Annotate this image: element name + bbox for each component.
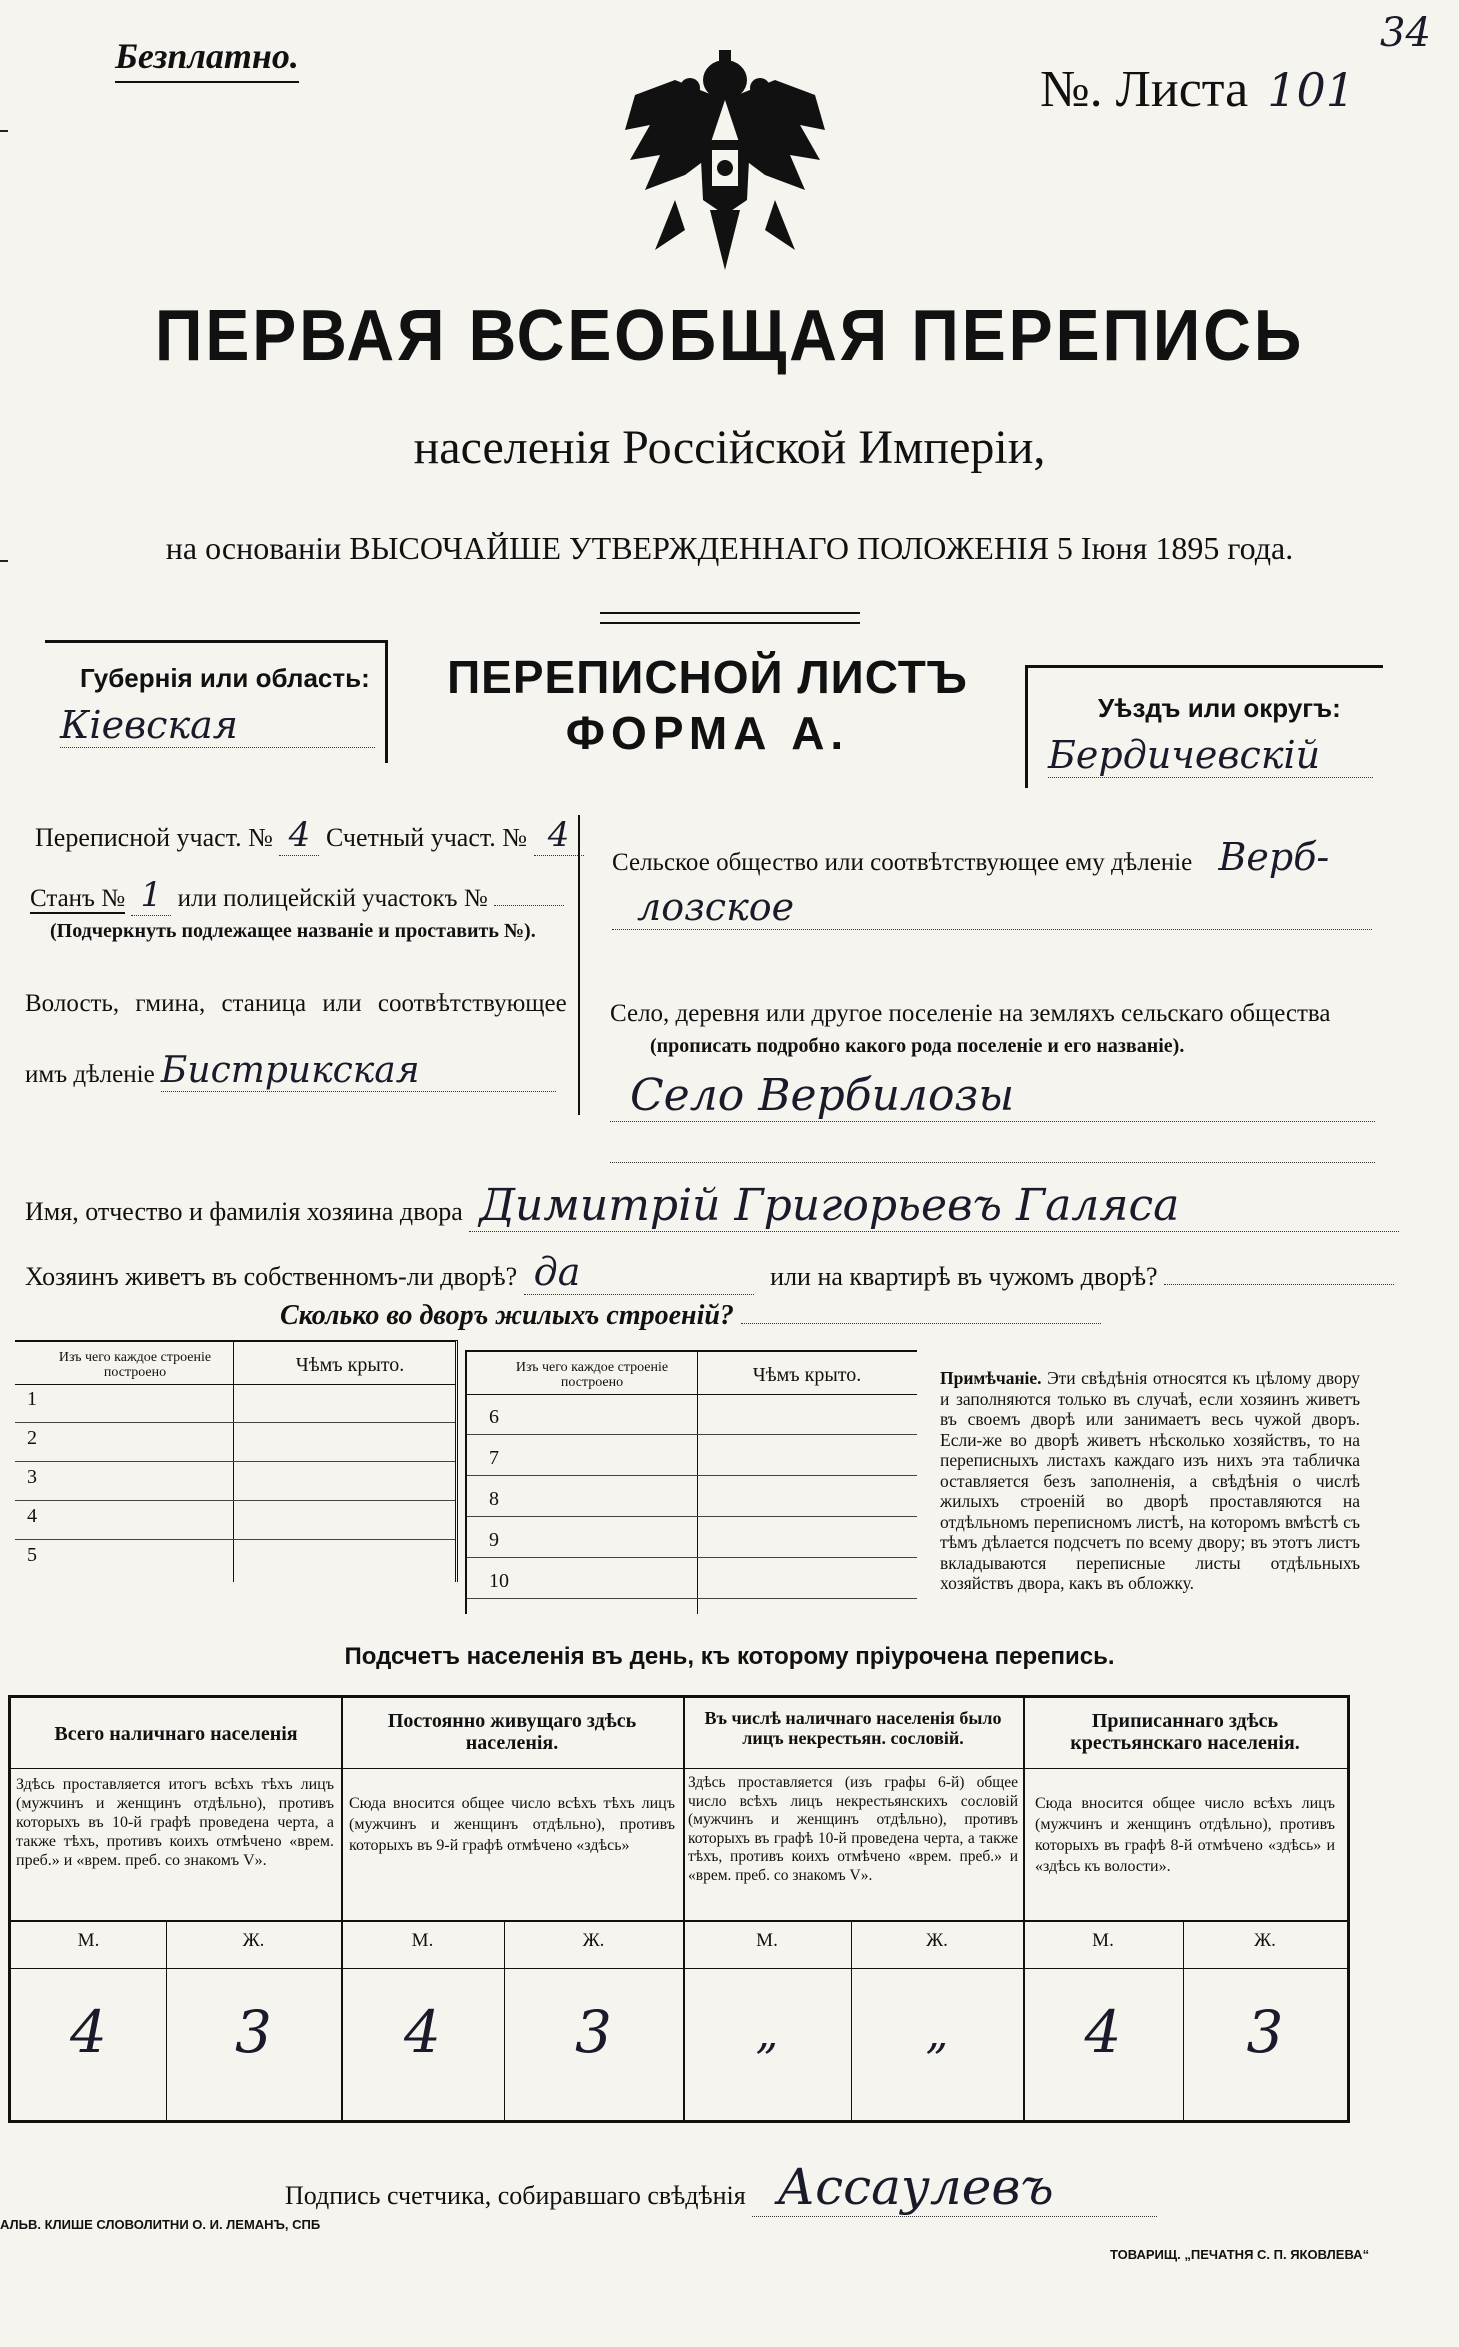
male-count: 4: [404, 1998, 441, 2066]
underline-note: (Подчеркнуть подлежащее названіе и проставить №).: [50, 920, 536, 942]
female-label: Ж.: [1254, 1930, 1276, 1951]
apartment-value: [1164, 1284, 1394, 1285]
row-number: 8: [489, 1488, 499, 1510]
count-area-label: Счетный участ. №: [325, 823, 528, 852]
volost-line: [25, 1050, 556, 1092]
village-value: Село Вербилозы: [610, 1070, 1375, 1122]
society-value: Верб-: [1218, 835, 1330, 879]
buildings-table-right: [465, 1350, 917, 1614]
building-row: [15, 1423, 455, 1462]
signature-value: Ассаулевъ: [752, 2158, 1157, 2217]
gubernia-box: [45, 640, 388, 763]
stan-line: [30, 875, 564, 916]
village-extra-line: [610, 1160, 1375, 1163]
page-title: ПЕРВАЯ ВСЕОБЩАЯ ПЕРЕПИСЬ: [154, 296, 1305, 376]
society-value-continued: лозское: [612, 885, 1372, 930]
uezd-box: [1025, 665, 1383, 788]
female-count: 3: [575, 1998, 612, 2066]
volost-label: Волость, гмина, станица или соотвѣтствующее: [25, 990, 567, 1017]
own-yard-value: да: [524, 1250, 754, 1295]
male-count: 4: [1084, 1998, 1122, 2066]
female-label: Ж.: [582, 1930, 605, 1951]
sheet-number-label: №. Листа: [1040, 61, 1249, 118]
row-number: 4: [27, 1505, 37, 1527]
female-label: Ж.: [926, 1930, 948, 1951]
form-subtitle: ФОРМА А.: [565, 707, 850, 759]
count-column-desc: Сюда вносится общее число всѣхъ лицъ (мужчинъ и женщинъ отдѣльно), противъ которыхъ въ графѣ 8-й отмѣчено «здѣсь» и «здѣсь къ волости».: [1035, 1795, 1335, 1875]
signature-label: Подпись счетчика, собиравшаго свѣдѣнія: [285, 2181, 746, 2210]
count-column-desc: Здѣсь проставляется итогъ всѣхъ тѣхъ лицъ (мужчинъ и женщинъ отдѣльно), противъ которыхъ въ 10-й графѣ проведена черта, а также тѣхъ, противъ коихъ отмѣчено «врем. преб.» и «врем. преб. со знакомъ V».: [16, 1776, 334, 1869]
count-column: [683, 1698, 1025, 2120]
village-note: (прописать подробно какого рода поселеніе и его названіе).: [650, 1035, 1185, 1057]
material-header: Изъ чего каждое строеніе построено: [58, 1350, 212, 1380]
building-rows-right: [467, 1394, 917, 1599]
building-row: [15, 1384, 455, 1423]
male-count: „: [755, 2008, 779, 2059]
page-subtitle: населенія Россійской Имперіи,: [413, 421, 1046, 474]
count-column: [11, 1698, 343, 2120]
sheet-number-value: 101: [1267, 63, 1356, 117]
building-rows-left: [15, 1384, 455, 1578]
margin-mark: [0, 130, 8, 132]
material-header: Изъ чего каждое строеніе построено: [515, 1360, 669, 1390]
society-line: [612, 835, 1329, 879]
building-row: [467, 1476, 917, 1517]
footer-left: АЛЬВ. КЛИШЕ СЛОВОЛИТНИ О. И. ЛЕМАНЪ, СПБ: [0, 2217, 321, 2232]
imperial-eagle-emblem: [615, 40, 835, 280]
count-column: [341, 1698, 685, 2120]
female-count: 3: [1246, 1998, 1284, 2066]
apartment-label: или на квартирѣ въ чужомъ дворѣ?: [770, 1262, 1158, 1291]
building-row: [467, 1394, 917, 1435]
village-label: Село, деревня или другое поселеніе на земляхъ сельскаго общества: [610, 1000, 1331, 1027]
buildings-table-left: [15, 1340, 458, 1582]
free-label: Безплатно.: [115, 35, 299, 83]
volost-value: Бистрикская: [161, 1050, 556, 1092]
footer-right: ТОВАРИЩ. „ПЕЧАТНЯ С. П. ЯКОВЛЕВА“: [1110, 2247, 1370, 2262]
note-text: Эти свѣдѣнія относятся къ цѣлому двору и заполняются только въ случаѣ, если хозяинъ живетъ въ своемъ дворѣ или занимаетъ весь чужой дворъ. Если-же во дворѣ живетъ нѣсколько хозяйствъ, то на переписныхъ листахъ каждаго изъ нихъ эта табличка оставляется безъ заполненія, а свѣдѣнія о числѣ жилыхъ строеній во дворѣ проставляются на отдѣльномъ переписномъ листѣ, на которомъ вмѣстѣ съ тѣмъ дѣлается подсчетъ по всему двору; въ этотъ листъ вкладываются переписные листы отдѣльныхъ хозяйствъ двора, какъ въ обложку.: [940, 1368, 1361, 1593]
corner-number: 34: [1380, 10, 1431, 56]
count-table: [8, 1695, 1350, 2123]
buildings-label: Сколько во дворъ жилыхъ строеній?: [280, 1300, 734, 1331]
sheet-number: [1040, 60, 1355, 119]
roof-header: Чѣмъ крыто.: [752, 1364, 862, 1386]
form-title-box: [395, 650, 1020, 760]
owner-line: [25, 1180, 1399, 1232]
note-block: [940, 1368, 1360, 1594]
note-heading: Примѣчаніе.: [940, 1368, 1042, 1388]
male-label: М.: [411, 1930, 434, 1951]
gubernia-value: Кіевская: [60, 703, 375, 748]
stan-value: 1: [131, 875, 171, 916]
uezd-label: Уѣздъ или округъ:: [1098, 693, 1341, 723]
count-area-value: 4: [534, 815, 584, 856]
female-count: 3: [235, 1998, 272, 2066]
volost-sublabel: имъ дѣленіе: [25, 1061, 155, 1088]
roof-header: Чѣмъ крыто.: [295, 1354, 405, 1376]
census-area-line: [35, 815, 584, 856]
female-count: „: [925, 2008, 949, 2059]
police-label: или полицейскій участокъ №: [177, 885, 488, 912]
society-label: Сельское общество или соотвѣтствующее ему дѣленіе: [612, 849, 1193, 876]
signature-line: [285, 2158, 1157, 2217]
row-number: 10: [489, 1570, 509, 1592]
male-label: М.: [756, 1930, 778, 1951]
own-yard-line: [25, 1250, 1394, 1295]
row-number: 3: [27, 1466, 37, 1488]
count-column-heading: Въ числѣ наличнаго населенія было лицъ некрестьян. сословій.: [704, 1708, 1002, 1748]
count-column-heading: Постоянно живущаго здѣсь населенія.: [387, 1710, 637, 1754]
male-label: М.: [1092, 1930, 1114, 1951]
form-title: ПЕРЕПИСНОЙ ЛИСТЪ: [447, 651, 968, 703]
stan-label: Станъ №: [30, 885, 126, 912]
buildings-value: [741, 1323, 1101, 1324]
row-number: 2: [27, 1427, 37, 1449]
building-row: [467, 1558, 917, 1599]
male-count: 4: [70, 1998, 107, 2066]
uezd-value: Бердичевскій: [1048, 733, 1373, 778]
count-column: [1023, 1698, 1347, 2120]
male-label: М.: [77, 1930, 100, 1951]
census-area-label: Переписной участ. №: [35, 823, 273, 852]
legal-basis: на основаніи ВЫСОЧАЙШЕ УТВЕРЖДЕННАГО ПОЛОЖЕНІЯ 5 Іюня 1895 года.: [165, 530, 1294, 566]
buildings-question: [280, 1300, 1101, 1332]
row-number: 6: [489, 1406, 499, 1428]
police-value: [494, 905, 564, 906]
row-number: 9: [489, 1529, 499, 1551]
building-row: [15, 1540, 455, 1578]
building-row: [467, 1435, 917, 1476]
count-title: Подсчетъ населенія въ день, къ которому пріурочена перепись.: [344, 1643, 1115, 1670]
row-number: 1: [27, 1388, 37, 1410]
building-row: [467, 1517, 917, 1558]
count-column-heading: Приписаннаго здѣсь крестьянскаго населенія.: [1070, 1710, 1300, 1754]
count-column-heading: Всего наличнаго населенія: [54, 1723, 298, 1745]
own-yard-label: Хозяинъ живетъ въ собственномъ-ли дворѣ?: [25, 1262, 518, 1291]
row-number: 5: [27, 1544, 37, 1566]
ornament-divider: [600, 612, 860, 624]
census-area-value: 4: [279, 815, 319, 856]
count-column-desc: Здѣсь проставляется (изъ графы 6-й) общее число всѣхъ лицъ некрестьянскихъ сословій (мужчинъ и женщинъ отдѣльно), противъ которыхъ въ графѣ 10-й проведена черта, а также тѣхъ, противъ коихъ отмѣчено «врем. преб.» и «врем. преб. со знакомъ V».: [688, 1774, 1018, 1884]
female-label: Ж.: [242, 1930, 265, 1951]
building-row: [15, 1462, 455, 1501]
count-column-desc: Сюда вносится общее число всѣхъ тѣхъ лицъ (мужчинъ и женщинъ отдѣльно), противъ которыхъ въ 9-й графѣ отмѣчено «здѣсь»: [349, 1795, 675, 1854]
building-row: [15, 1501, 455, 1540]
owner-label: Имя, отчество и фамилія хозяина двора: [25, 1197, 463, 1226]
owner-value: Димитрій Григорьевъ Галяса: [469, 1180, 1399, 1232]
row-number: 7: [489, 1447, 499, 1469]
gubernia-label: Губернія или область:: [80, 663, 370, 693]
column-divider: [578, 815, 580, 1115]
